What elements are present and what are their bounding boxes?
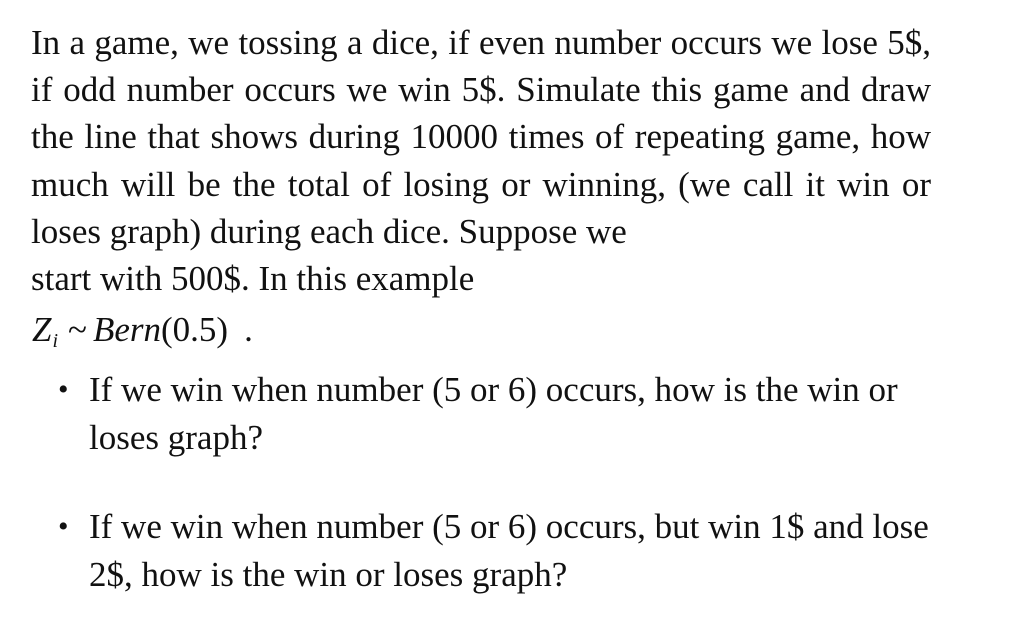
formula-variable: Z [32,310,52,349]
formula-relation: ~ [68,310,87,349]
formula-argument: (0.5) [161,310,229,349]
bullet-item-1 [58,366,938,461]
bullet-marker-icon: • [58,373,69,406]
formula-distribution: Bern [92,310,162,349]
bullet-item-2 [58,503,938,598]
formula-subscript: i [52,330,59,352]
distribution-formula [32,305,253,360]
bullet-marker-icon: • [58,510,69,543]
bullet-item-text: If we win when number (5 or 6) occurs, but win 1$ and lose 2$, how is the win or loses graph? [89,507,929,594]
formula-trailing: . [244,310,253,349]
problem-paragraph-last-line: start with 500$. In this example [31,259,475,299]
problem-paragraph-text: In a game, we tossing a dice, if even number occurs we lose 5$, if odd number occurs we win 5$. Simulate this game and draw the line that shows during 10000 times of repeating game, how much will be the total of losing or winning, (we call it win or loses graph) during each dice. Suppose we [31,23,931,251]
problem-paragraph [31,19,931,302]
bullet-item-text: If we win when number (5 or 6) occurs, how is the win or loses graph? [89,370,898,457]
